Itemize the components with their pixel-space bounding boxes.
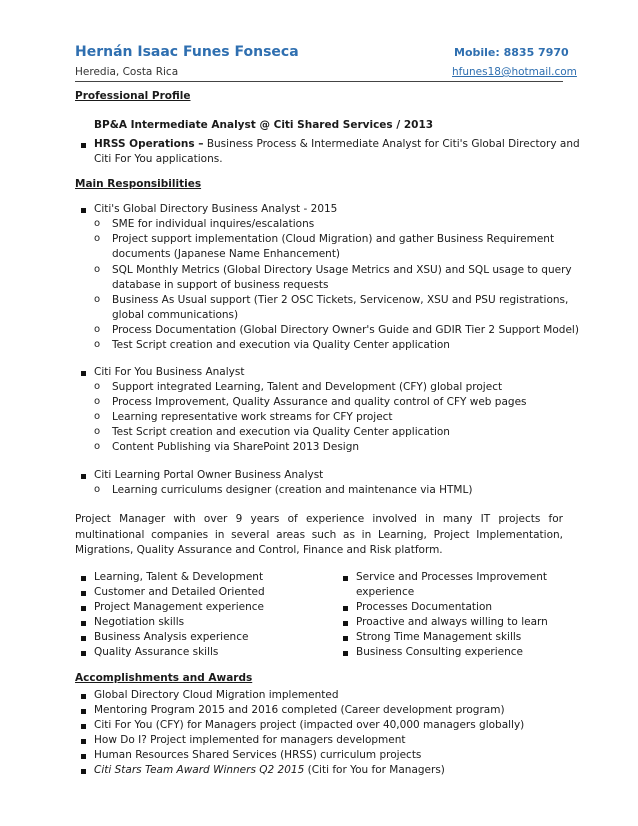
list-item: Support integrated Learning, Talent and Development (CFY) global project	[112, 381, 503, 393]
current-role: BP&A Intermediate Analyst @ Citi Shared Services / 2013	[94, 119, 434, 131]
group3-title: Citi Learning Portal Owner Business Analyst	[94, 469, 324, 481]
summary-paragraph: Project Manager with over 9 years of experience involved in many IT projects for multinational companies in several areas such as in Learning, Project Implementation, Migrations, Quality Assurance and Control, Finance and Risk platform.	[75, 513, 563, 556]
skill-item: Service and Processes Improvement	[356, 571, 547, 583]
list-item: Project support implementation (Cloud Migration) and gather Business Requirement	[112, 233, 555, 245]
award-item: Citi For You (CFY) for Managers project (impacted over 40,000 managers globally)	[94, 719, 525, 731]
bullet-icon	[81, 724, 86, 729]
bullet-icon	[81, 651, 86, 656]
bullet-icon	[343, 636, 348, 641]
bullet-icon	[81, 709, 86, 714]
award-item: Mentoring Program 2015 and 2016 completed (Career development program)	[94, 704, 505, 716]
bullet-icon	[81, 636, 86, 641]
circle-bullet-icon: o	[94, 324, 101, 335]
bullet-icon	[81, 694, 86, 699]
profile-heading: Professional Profile	[75, 90, 191, 102]
circle-bullet-icon: o	[94, 484, 101, 495]
list-item: Learning curriculums designer (creation and maintenance via HTML)	[112, 484, 473, 496]
award-item: Global Directory Cloud Migration implemented	[94, 689, 339, 701]
bullet-icon	[81, 474, 86, 479]
bullet-icon	[81, 371, 86, 376]
list-item: SME for individual inquires/escalations	[112, 218, 315, 230]
list-item-cont: documents (Japanese Name Enhancement)	[112, 248, 341, 260]
ops-text: Business Process & Intermediate Analyst for Citi's Global Directory and	[203, 138, 580, 150]
skill-item: Strong Time Management skills	[356, 631, 522, 643]
location: Heredia, Costa Rica	[75, 66, 179, 78]
bullet-icon	[81, 208, 86, 213]
header-divider	[75, 81, 563, 82]
skill-item: Negotiation skills	[94, 616, 185, 628]
circle-bullet-icon: o	[94, 411, 101, 422]
bullet-icon	[81, 769, 86, 774]
bullet-icon	[81, 739, 86, 744]
award-item: How Do I? Project implemented for managers development	[94, 734, 406, 746]
group2-title: Citi For You Business Analyst	[94, 366, 245, 378]
skill-item: Processes Documentation	[356, 601, 493, 613]
circle-bullet-icon: o	[94, 381, 101, 392]
list-item: Process Documentation (Global Directory Owner's Guide and GDIR Tier 2 Support Model)	[112, 324, 579, 336]
bullet-icon	[81, 591, 86, 596]
skill-item: Proactive and always willing to learn	[356, 616, 548, 628]
circle-bullet-icon: o	[94, 264, 101, 275]
list-item: Test Script creation and execution via Quality Center application	[112, 426, 450, 438]
bullet-icon	[81, 621, 86, 626]
award-detail: (Citi for You for Managers)	[304, 764, 445, 776]
ops-label: HRSS Operations –	[94, 138, 204, 150]
circle-bullet-icon: o	[94, 441, 101, 452]
bullet-icon	[343, 651, 348, 656]
list-item: Process Improvement, Quality Assurance and quality control of CFY web pages	[112, 396, 527, 408]
skill-item: Business Analysis experience	[94, 631, 249, 643]
skill-item: Customer and Detailed Oriented	[94, 586, 265, 598]
circle-bullet-icon: o	[94, 426, 101, 437]
bullet-icon	[81, 606, 86, 611]
skill-item-cont: experience	[356, 586, 415, 598]
skill-item: Business Consulting experience	[356, 646, 523, 658]
ops-line-2: Citi For You applications.	[94, 153, 223, 165]
candidate-name: Hernán Isaac Funes Fonseca	[75, 44, 299, 60]
awards-heading: Accomplishments and Awards	[75, 672, 253, 684]
list-item-cont: global communications)	[112, 309, 239, 321]
responsibilities-heading: Main Responsibilities	[75, 178, 202, 190]
circle-bullet-icon: o	[94, 294, 101, 305]
list-item: SQL Monthly Metrics (Global Directory Usage Metrics and XSU) and SQL usage to query	[112, 264, 572, 276]
bullet-icon	[343, 621, 348, 626]
bullet-icon	[81, 754, 86, 759]
award-name: Citi Stars Team Award Winners Q2 2015	[94, 764, 305, 776]
email-link[interactable]: hfunes18@hotmail.com	[452, 66, 577, 78]
bullet-icon	[343, 606, 348, 611]
bullet-icon	[343, 576, 348, 581]
award-item	[94, 763, 445, 778]
award-item: Human Resources Shared Services (HRSS) curriculum projects	[94, 749, 422, 761]
bullet-icon	[81, 576, 86, 581]
list-item: Learning representative work streams for CFY project	[112, 411, 393, 423]
skill-item: Quality Assurance skills	[94, 646, 219, 658]
mobile-number: Mobile: 8835 7970	[454, 46, 569, 59]
list-item-cont: database in support of business requests	[112, 279, 329, 291]
circle-bullet-icon: o	[94, 218, 101, 229]
list-item: Content Publishing via SharePoint 2013 Design	[112, 441, 360, 453]
circle-bullet-icon: o	[94, 396, 101, 407]
list-item: Business As Usual support (Tier 2 OSC Tickets, Servicenow, XSU and PSU registrations,	[112, 294, 569, 306]
skill-item: Learning, Talent & Development	[94, 571, 264, 583]
circle-bullet-icon: o	[94, 233, 101, 244]
list-item: Test Script creation and execution via Quality Center application	[112, 339, 450, 351]
ops-line-1	[94, 137, 580, 152]
group1-title: Citi's Global Directory Business Analyst - 2015	[94, 203, 338, 215]
circle-bullet-icon: o	[94, 339, 101, 350]
skill-item: Project Management experience	[94, 601, 264, 613]
bullet-icon	[81, 143, 86, 148]
